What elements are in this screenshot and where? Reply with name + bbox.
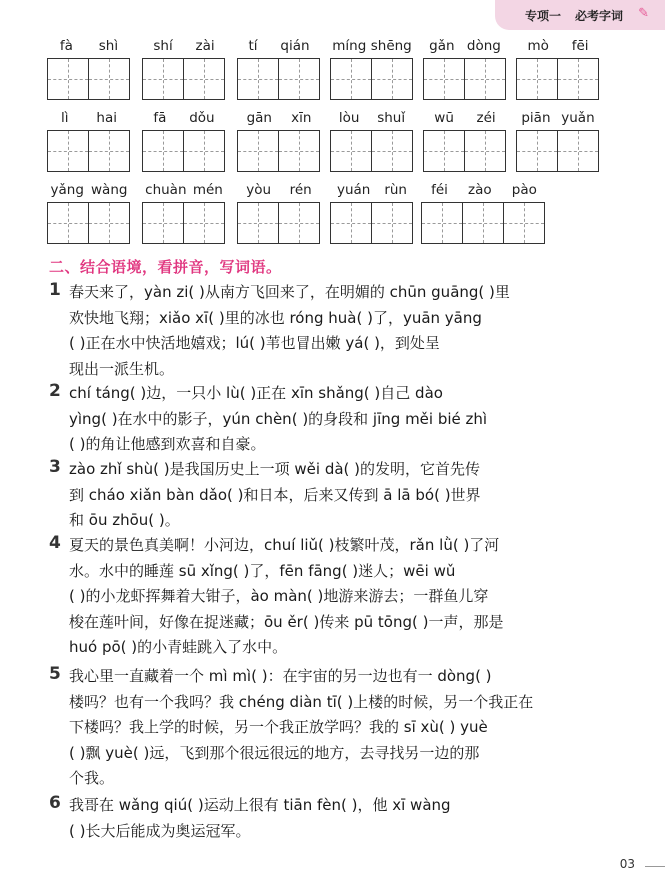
question-number: 6 (49, 793, 61, 813)
writing-cell[interactable] (142, 202, 184, 244)
pinyin-syllable: yuán (336, 182, 371, 198)
question-number: 1 (49, 280, 61, 300)
writing-cell[interactable] (503, 202, 545, 244)
pinyin-label (142, 182, 226, 200)
question-line: 我心里一直藏着一个 mì mì( )：在宇宙的另一边也有一 dòng( ) (69, 667, 492, 685)
word-box (142, 182, 226, 244)
grid-row (47, 182, 617, 254)
pinyin-syllable: shēng (370, 38, 412, 54)
header-tab (495, 0, 665, 30)
pinyin-syllable: mén (192, 182, 223, 198)
question-line: ( )正在水中快活地嬉戏；lú( )苇也冒出嫩 yá( )，到处呈 (69, 334, 440, 353)
pinyin-syllable: zài (195, 38, 215, 54)
writing-cell[interactable] (237, 130, 279, 172)
pinyin-syllable: gǎn (429, 38, 455, 54)
word-box (47, 110, 131, 172)
header-section: 专项一 (525, 8, 562, 23)
writing-cell[interactable] (142, 58, 184, 100)
pinyin-label (47, 182, 131, 200)
question-line: chí táng( )边，一只小 lù( )正在 xīn shǎng( )自己 dào (69, 384, 443, 402)
pinyin-syllable: lì (60, 110, 69, 126)
pinyin-label (142, 38, 226, 56)
pinyin-syllable: qián (280, 38, 310, 54)
question-line: 楼吗？也有一个我吗？我 chéng diàn tī( )上楼的时候，另一个我正在 (69, 692, 534, 711)
writing-cell[interactable] (142, 130, 184, 172)
question-line: 和 ōu zhōu( )。 (69, 511, 180, 530)
pinyin-syllable: zéi (476, 110, 496, 126)
writing-grid-section (47, 38, 617, 254)
writing-cell[interactable] (330, 58, 372, 100)
question-line: 下楼吗？我上学的时候，另一个我正放学吗？我的 sī xù( ) yuè (69, 718, 488, 737)
word-box (516, 110, 600, 172)
header-title: 必考字词 (575, 8, 624, 23)
question-line: ( )的角让他感到欢喜和自豪。 (69, 435, 266, 454)
section-title: 二、结合语境，看拼音，写词语。 (49, 258, 282, 276)
pinyin-label (423, 38, 507, 56)
writing-cell[interactable] (464, 130, 506, 172)
pinyin-syllable: rén (289, 182, 312, 198)
writing-cell[interactable] (278, 58, 320, 100)
pinyin-syllable: zào (468, 182, 492, 198)
word-box (142, 38, 226, 100)
writing-cell[interactable] (516, 58, 558, 100)
word-box (421, 182, 547, 244)
writing-cell[interactable] (464, 58, 506, 100)
pinyin-syllable: xīn (291, 110, 312, 126)
question-line: 个我。 (69, 769, 115, 788)
pinyin-label (47, 38, 131, 56)
pinyin-label (421, 182, 547, 200)
writing-cell[interactable] (278, 130, 320, 172)
question-line: 欢快地飞翔；xiǎo xī( )里的冰也 róng huà( )了，yuān yāng (69, 308, 482, 327)
pinyin-syllable: pào (511, 182, 537, 198)
writing-cell[interactable] (237, 202, 279, 244)
writing-cell[interactable] (423, 58, 465, 100)
grid-row (47, 110, 617, 182)
word-box (516, 38, 600, 100)
word-box (330, 110, 414, 172)
writing-cell[interactable] (183, 58, 225, 100)
word-box (47, 182, 131, 244)
writing-cell[interactable] (462, 202, 504, 244)
word-box (330, 38, 414, 100)
page-number: 03 (619, 857, 635, 871)
pinyin-syllable: lòu (338, 110, 360, 126)
pinyin-syllable: gān (246, 110, 272, 126)
pinyin-label (330, 38, 414, 56)
writing-cell[interactable] (88, 58, 130, 100)
writing-cell[interactable] (371, 58, 413, 100)
question-line: huó pō( )的小青蛙跳入了水中。 (69, 638, 288, 657)
writing-cell[interactable] (371, 202, 413, 244)
question-line: ( )飘 yuè( )远，飞到那个很远很远的地方，去寻找另一边的那 (69, 743, 480, 762)
writing-cell[interactable] (183, 130, 225, 172)
question-number: 5 (49, 664, 61, 684)
pinyin-label (330, 182, 414, 200)
pinyin-syllable: wū (434, 110, 454, 126)
pinyin-syllable: féi (431, 182, 448, 198)
pinyin-syllable: yuǎn (561, 110, 595, 126)
question-line: 我哥在 wǎng qiú( )运动上很有 tiān fèn( )，他 xī wàng (69, 796, 451, 814)
question-line: ( )长大后能成为奥运冠军。 (69, 821, 251, 840)
word-box (237, 110, 321, 172)
writing-cell[interactable] (183, 202, 225, 244)
word-box (237, 38, 321, 100)
pinyin-syllable: fēi (571, 38, 589, 54)
writing-cell[interactable] (557, 130, 599, 172)
pinyin-label (237, 110, 321, 128)
pinyin-syllable: yòu (246, 182, 272, 198)
pinyin-syllable: dòng (466, 38, 501, 54)
question-line: zào zhǐ shù( )是我国历史上一项 wěi dà( )的发明，它首先传 (69, 460, 481, 478)
writing-cell[interactable] (88, 202, 130, 244)
grid-row (47, 38, 617, 110)
pinyin-syllable: piān (521, 110, 551, 126)
word-box (47, 38, 131, 100)
pinyin-label (237, 38, 321, 56)
pinyin-syllable: rùn (384, 182, 407, 198)
question-line: 到 cháo xiǎn bàn dǎo( )和日本，后来又传到 ā lā bó( )世界 (69, 485, 481, 504)
pinyin-label (423, 110, 507, 128)
pinyin-label (47, 110, 131, 128)
word-box (330, 182, 414, 244)
writing-cell[interactable] (423, 130, 465, 172)
pencil-icon: ✎ (638, 6, 649, 21)
question-line: ( )的小龙虾挥舞着大钳子，ào màn( )地游来游去；一群鱼儿穿 (69, 587, 489, 606)
writing-cell[interactable] (421, 202, 463, 244)
pinyin-label (142, 110, 226, 128)
question-line: yìng( )在水中的影子，yún chèn( )的身段和 jīng měi bié zhì (69, 409, 488, 428)
pinyin-syllable: fā (153, 110, 167, 126)
pinyin-syllable: wàng (91, 182, 128, 198)
pinyin-syllable: shuǐ (377, 110, 406, 126)
pinyin-syllable: yǎng (50, 182, 84, 198)
writing-cell[interactable] (371, 130, 413, 172)
pinyin-syllable: míng (332, 38, 367, 54)
word-box (423, 110, 507, 172)
writing-cell[interactable] (278, 202, 320, 244)
word-box (237, 182, 321, 244)
pinyin-label (330, 110, 414, 128)
writing-cell[interactable] (47, 58, 89, 100)
writing-cell[interactable] (47, 202, 89, 244)
question-line: 现出一派生机。 (69, 359, 175, 378)
pinyin-label (516, 38, 600, 56)
pinyin-syllable: mò (527, 38, 549, 54)
question-number: 4 (49, 533, 61, 553)
question-line: 水。水中的睡莲 sū xǐng( )了，fēn fāng( )迷人；wēi wǔ (69, 561, 456, 580)
writing-cell[interactable] (557, 58, 599, 100)
question-number: 2 (49, 381, 61, 401)
pinyin-syllable: chuàn (145, 182, 187, 198)
writing-cell[interactable] (88, 130, 130, 172)
question-line: 春天来了，yàn zi( )从南方飞回来了，在明媚的 chūn guāng( )里 (69, 283, 510, 301)
writing-cell[interactable] (330, 202, 372, 244)
question-line: 梭在莲叶间，好像在捉迷藏；ōu ěr( )传来 pū tōng( )一声，那是 (69, 612, 504, 631)
word-box (142, 110, 226, 172)
writing-cell[interactable] (516, 130, 558, 172)
pinyin-label (516, 110, 600, 128)
pinyin-syllable: shí (153, 38, 173, 54)
pinyin-syllable: dǒu (189, 110, 215, 126)
writing-cell[interactable] (237, 58, 279, 100)
pinyin-syllable: hai (96, 110, 118, 126)
pinyin-label (237, 182, 321, 200)
pinyin-syllable: fà (59, 38, 73, 54)
writing-cell[interactable] (330, 130, 372, 172)
question-number: 3 (49, 457, 61, 477)
pinyin-syllable: tí (248, 38, 258, 54)
word-box (423, 38, 507, 100)
page-divider (645, 866, 665, 867)
writing-cell[interactable] (47, 130, 89, 172)
pinyin-syllable: shì (98, 38, 119, 54)
question-line: 夏天的景色真美啊！小河边，chuí liǔ( )枝繁叶茂，rǎn lǜ( )了河 (69, 536, 500, 554)
